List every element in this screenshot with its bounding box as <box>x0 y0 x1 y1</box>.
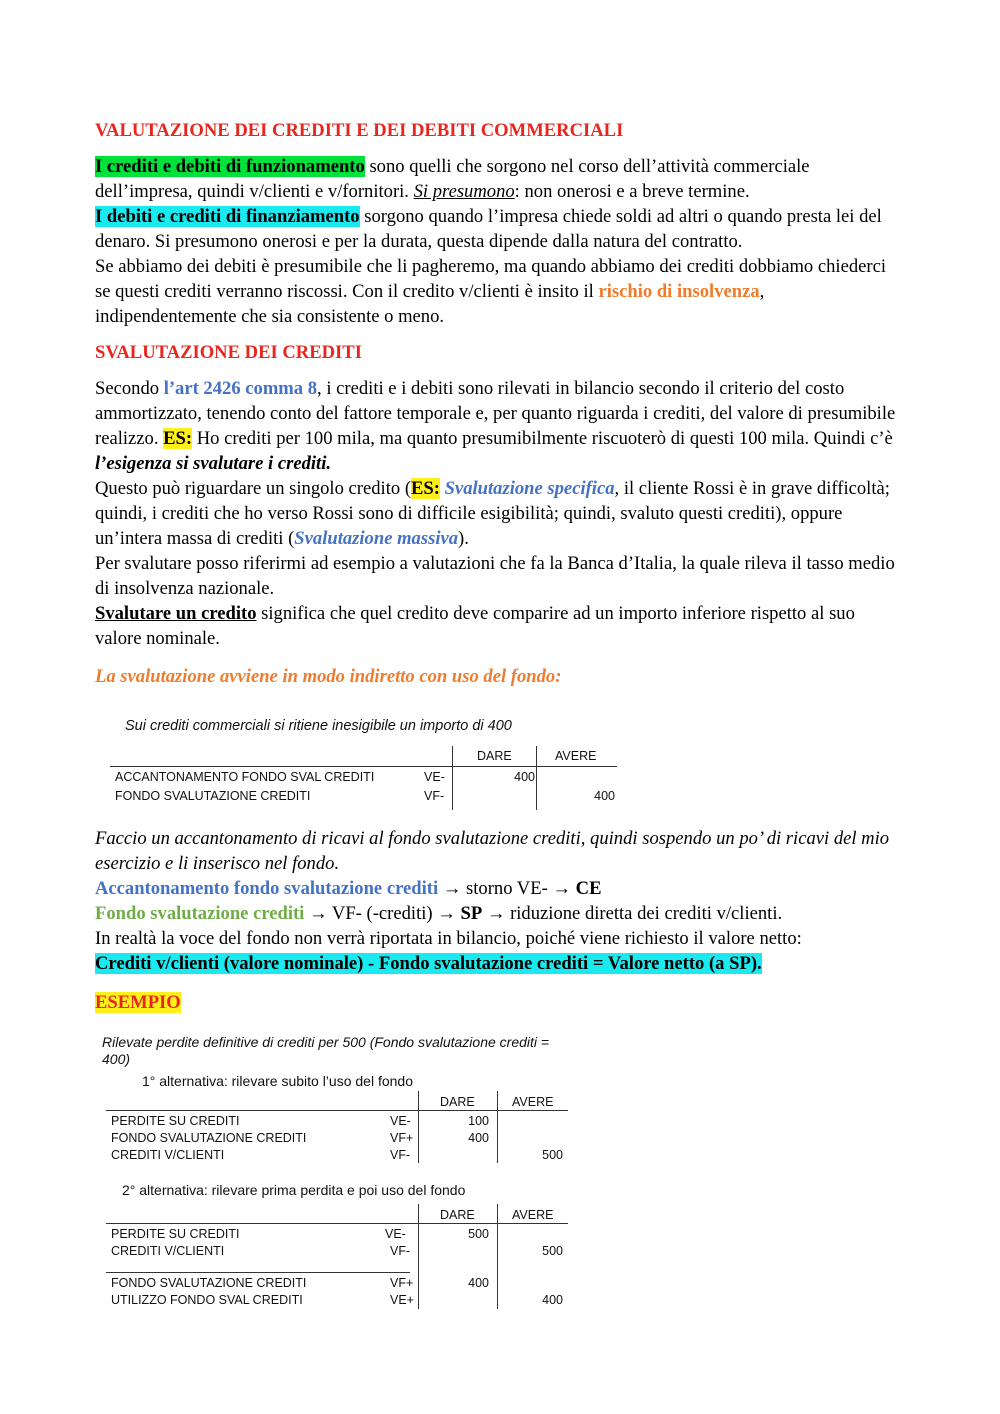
paragraph-accantonamento: Faccio un accantonamento di ricavi al fondo svalutazione crediti, quindi sospendo un po’ di ricavi del mio esercizio e li inserisco nel fondo. <box>95 828 890 874</box>
paragraph-svalutare: Svalutare un credito significa che quel credito deve comparire ad un importo inferiore rispetto al suo valore nominale. <box>95 603 855 649</box>
formula-valore-netto: Crediti v/clienti (valore nominale) - Fondo svalutazione crediti = Valore netto (a SP). <box>95 953 762 974</box>
heading-esempio: ESEMPIO <box>95 992 181 1013</box>
es-label: ES: <box>163 428 193 449</box>
paragraph-art2426: Secondo l’art 2426 comma 8, i crediti e i debiti sono rilevati in bilancio secondo il criterio del costo ammortizzato, tenendo conto del fattore temporale e, per quanto riguarda i crediti, del valore di presumibile realizzo. ES: Ho crediti per 100 mila, ma quanto presumibilmente riscuoterò di questi 100 mila. Quindi c’è l’esigenza si svalutare i crediti. <box>95 378 896 474</box>
line-fondo-sp: Fondo svalutazione crediti → VF- (-crediti) → SP → riduzione diretta dei crediti v/clienti. <box>95 903 783 924</box>
art-reference: l’art 2426 comma 8 <box>163 378 318 399</box>
table1-caption: Sui crediti commerciali si ritiene inesigibile un importo di 400 <box>125 718 512 734</box>
table2-caption: Rilevate perdite definitive di crediti per 500 (Fondo svalutazione crediti = <box>102 1034 550 1050</box>
table1-avere-header: AVERE <box>555 749 597 763</box>
paragraph-fondo: La svalutazione avviene in modo indiretto con uso del fondo: <box>95 666 562 687</box>
journal-table-1: Sui crediti commerciali si ritiene inesigibile un importo di 400 DARE AVERE ACCANTONAMENTO FONDO SVAL CREDITI VE- 400 FONDO SVALUTAZIONE CREDITI VF- 400 <box>110 716 630 816</box>
document-page-2 <box>95 826 905 1015</box>
table1-dare-header: DARE <box>477 749 512 763</box>
heading-valutazione: VALUTAZIONE DEI CREDITI E DEI DEBITI COMMERCIALI <box>95 120 624 141</box>
paragraph-funzionamento: I crediti e debiti di funzionamento sono quelli che sorgono nel corso dell’attività commerciale dell’impresa, quindi v/clienti e v/fornitori. Si presumono: non onerosi e a breve termine. <box>95 156 810 202</box>
alternative-1-label: 1° alternativa: rilevare subito l’uso del fondo <box>142 1073 413 1089</box>
paragraph-finanziamento: I debiti e crediti di finanziamento sorgono quando l’impresa chiede soldi ad altri o quando presta lei del denaro. Si presumono onerosi e per la durata, questa dipende dalla natura del contratto. <box>95 206 882 252</box>
rischio-insolvenza: rischio di insolvenza <box>598 281 760 302</box>
svalutazione-massiva: Svalutazione massiva <box>294 528 459 549</box>
highlight-finanziamento: I debiti e crediti di finanziamento <box>95 206 360 227</box>
paragraph-rischio: Se abbiamo dei debiti è presumibile che li pagheremo, ma quando abbiamo dei crediti dobbiamo chiederci se questi crediti verranno riscossi. Con il credito v/clienti è insito il rischio di insolvenza, indipendentemente che sia consistente o meno. <box>95 256 887 327</box>
line-accantonamento-ce: Accantonamento fondo svalutazione crediti → storno VE- → CE <box>95 878 602 899</box>
line-valore-netto: In realtà la voce del fondo non verrà riportata in bilancio, poiché viene richiesto il valore netto: <box>95 928 802 949</box>
highlight-funzionamento: I crediti e debiti di funzionamento <box>95 156 365 177</box>
document-page <box>95 118 905 689</box>
paragraph-banca-italia: Per svalutare posso riferirmi ad esempio a valutazioni che fa la Banca d’Italia, la quale rileva il tasso medio di insolvenza nazionale. <box>95 553 895 599</box>
paragraph-singolo-credito: Questo può riguardare un singolo credito (ES: Svalutazione specifica, il cliente Rossi è in grave difficoltà; quindi, i crediti che ho verso Rossi sono di difficile esigibilità; quindi, svaluto questi crediti), oppure un’intera massa di crediti (Svalutazione massiva). <box>95 478 890 549</box>
heading-svalutazione: SVALUTAZIONE DEI CREDITI <box>95 342 362 363</box>
es-label: ES: <box>411 478 440 499</box>
alternative-2-label: 2° alternativa: rilevare prima perdita e poi uso del fondo <box>122 1182 466 1198</box>
journal-table-2: Rilevate perdite definitive di crediti per 500 (Fondo svalutazione crediti = 400) 1° alternativa: rilevare subito l’uso del fondo DARE AVERE PERDITE SU CREDITI VE- 100 FONDO SVALUTAZIONE CREDITI VF+ 400 CREDITI V/CLIENTI VF- 500 2° alternativa: rilevare prima perdita e poi uso del fondo DARE AVERE PERDITE SU CREDITI VE- 500 CREDITI V/CLIENTI VF- 500 FONDO SVALUTAZIONE CREDITI VF+ 400 UTILIZZO FONDO SVAL CREDITI VE+ 400 <box>100 1032 580 1312</box>
svalutazione-specifica: Svalutazione specifica <box>439 478 615 499</box>
